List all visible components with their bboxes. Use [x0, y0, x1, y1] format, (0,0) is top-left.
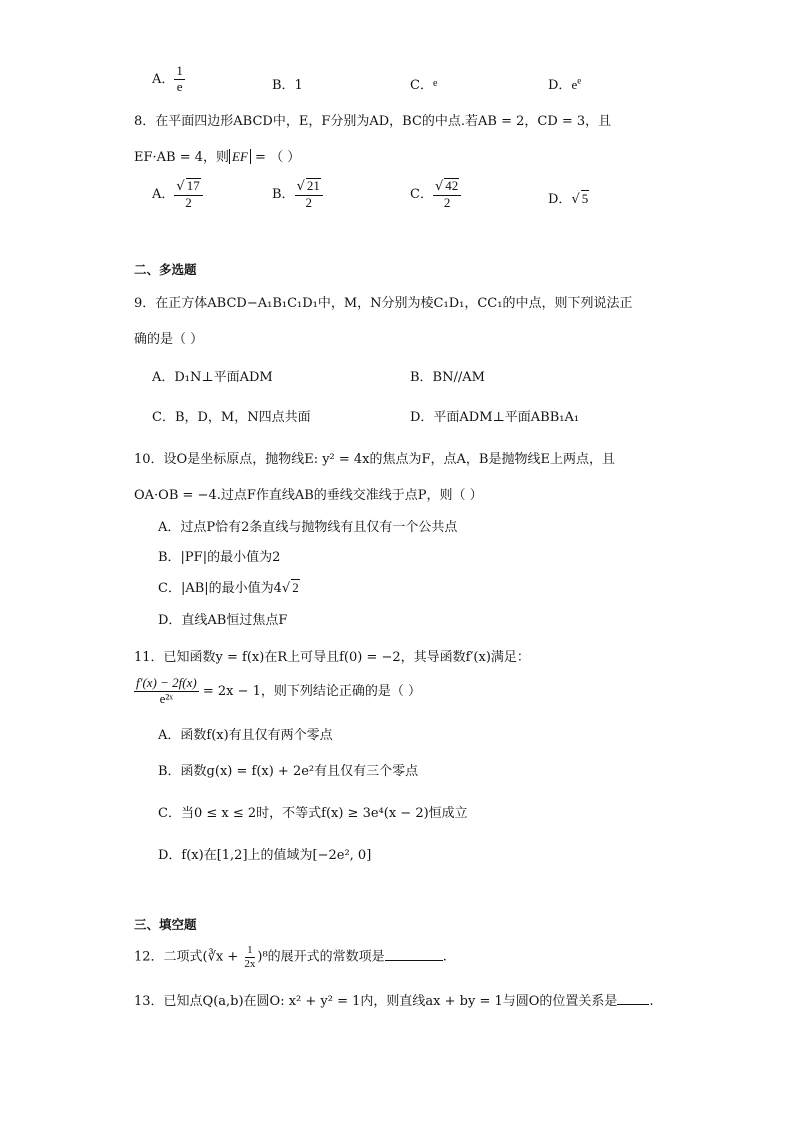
q9-stem-line2: 确的是（ ）	[134, 332, 204, 347]
q11-fraction-numerator: f′(x) − 2f(x)	[136, 675, 197, 690]
q9-option-a: A．D₁N⊥平面ADM	[152, 370, 273, 385]
q8-option-b: B． $\frac{√ 21}{2}$	[272, 178, 323, 211]
q7-option-d: D．$e^e$	[548, 75, 582, 93]
q11-option-c: C．当0 ≤ x ≤ 2时，不等式f(x) ≥ 3e⁴(x − 2)恒成立	[158, 806, 468, 821]
q7-option-b: B．1	[272, 78, 303, 93]
q10-option-c: C．|AB|的最小值为4√ 2	[158, 580, 299, 596]
q13-answer-blank[interactable]	[617, 1004, 649, 1005]
q8-stem-line1: 8．在平面四边形ABCD中，E，F分别为AD，BC的中点.若AB = 2，CD = 3，且	[134, 114, 612, 129]
q11-stem-line1: 11．已知函数y = f(x)在R上可导且f(0) = −2，其导函数f′(x)满足：	[134, 650, 530, 665]
q12-answer-blank[interactable]	[385, 960, 443, 961]
q7-option-c: C．$^e$	[410, 78, 438, 93]
q11-option-b: B．函数g(x) = f(x) + 2e²有且仅有三个零点	[158, 764, 419, 779]
q9-stem-line1: 9．在正方体ABCD−A₁B₁C₁D₁中，M，N分别为棱C₁D₁，CC₁的中点，则下列说法正	[134, 296, 633, 311]
q9-option-b: B．BN//AM	[410, 370, 485, 385]
q8-stem-line2: EF·AB = 4，则 EF = （ ）	[134, 149, 301, 165]
q9-option-d: D．平面ADM⊥平面ABB₁A₁	[410, 410, 580, 425]
q7-a-numerator: 1	[176, 63, 183, 78]
q8-option-c: C． $\frac{√ 42}{2}$	[410, 178, 461, 211]
q13-stem: 13．已知点Q(a,b)在圆O: x² + y² = 1内，则直线ax + by = 1与圆O的位置关系是 .	[134, 994, 654, 1009]
q10-option-b: B．|PF|的最小值为2	[158, 550, 281, 565]
q10-stem-line2: OA·OB = −4.过点F作直线AB的垂线交准线于点P，则（ ）	[134, 488, 483, 503]
q10-option-a: A．过点P恰有2条直线与抛物线有且仅有一个公共点	[158, 520, 458, 535]
q11-option-a: A．函数f(x)有且仅有两个零点	[158, 728, 333, 743]
q7-a-denominator: e	[176, 78, 183, 94]
q11-option-d: D．f(x)在[1,2]上的值域为[−2e², 0]	[158, 848, 372, 863]
q10-stem-line1: 10．设O是坐标原点，抛物线E: y² = 4x的焦点为F，点A，B是抛物线E上两点，且	[134, 452, 615, 467]
q9-option-c: C．B，D，M，N四点共面	[152, 410, 311, 425]
section-heading-multiple-choice: 二、多选题	[134, 262, 197, 277]
q10-option-d: D．直线AB恒过焦点F	[158, 613, 288, 628]
q11-stem-line2: $\frac{f'(x) - 2f(x)}{\text{e²ˣ}}$ = 2x − 1，则下列结论正确的是（ ）	[136, 675, 422, 706]
q8-option-d: D．√ 5	[548, 191, 589, 207]
q8-option-a: A． $\frac{√ 17}{2}$	[152, 178, 203, 211]
q7-option-a: A． $\frac{1}{e}$	[152, 63, 183, 94]
q12-stem: 12．二项式(∛x + $\frac{1}{2x}$ )⁸的展开式的常数项是 .	[134, 944, 447, 970]
q11-fraction-denominator: e²ˣ	[159, 690, 174, 706]
section-heading-fill-in-blank: 三、填空题	[134, 917, 197, 932]
